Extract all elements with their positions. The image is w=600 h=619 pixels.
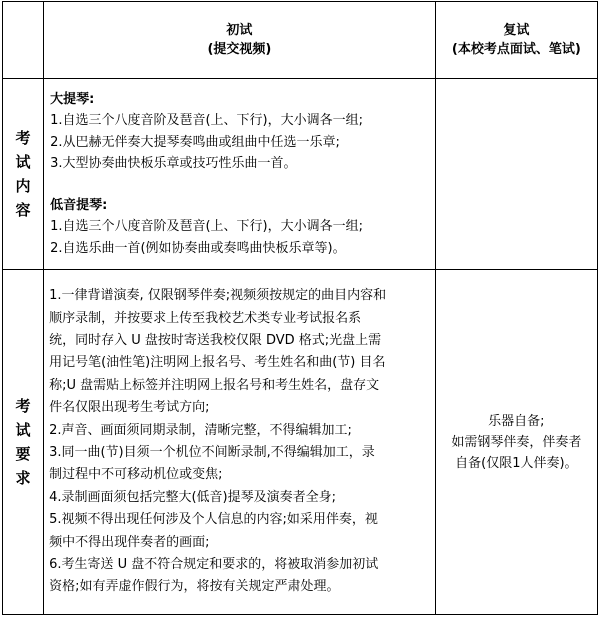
double-bass-item: 2.自选乐曲一首(例如协奏曲或奏鸣曲快板乐章等)。	[50, 240, 346, 256]
requirements-row	[3, 270, 598, 615]
label-char: 考	[15, 397, 31, 415]
label-char: 容	[15, 201, 31, 219]
spacer	[50, 175, 430, 195]
requirement-line: 资格;如有弄虚作假行为，将按有关规定严肃处理。	[49, 579, 340, 595]
retest-content-empty	[435, 79, 597, 270]
retest-requirement-line: 乐器自备;	[488, 413, 545, 429]
initial-exam-content	[44, 79, 436, 270]
double-bass-item: 1.自选三个八度音阶及琶音(上、下行)，大小调各一组;	[50, 219, 363, 235]
requirement-line: 3.同一曲(节)目须一个机位不间断录制,不得编辑加工，录	[49, 445, 375, 460]
retest-title: 复试	[503, 23, 530, 38]
cello-item: 2.从巴赫无伴奏大提琴奏鸣曲或组曲中任选一乐章;	[50, 134, 340, 150]
requirement-line: 2.声音、画面须同期录制，清晰完整，不得编辑加工;	[49, 422, 352, 438]
double-bass-title: 低音提琴:	[50, 197, 108, 213]
header-blank-cell	[3, 2, 44, 79]
retest-subtitle: (本校考点面试、笔试)	[451, 42, 581, 57]
initial-exam-header	[44, 2, 436, 79]
requirement-line: 用记号笔(油性笔)注明网上报名号、考生姓名和曲(节) 目名	[49, 355, 386, 371]
retest-header	[435, 2, 597, 79]
retest-requirement-line: 如需钢琴伴奏，伴奏者	[451, 434, 582, 450]
content-row-label	[3, 79, 44, 270]
retest-requirements	[435, 270, 597, 615]
header-row	[3, 2, 598, 79]
requirement-line: 称;U 盘需贴上标签并注明网上报名号和考生姓名，盘存文	[49, 377, 380, 393]
label-char: 内	[15, 177, 31, 195]
requirement-line: 制过程中不可移动机位或变焦;	[49, 467, 223, 483]
requirement-line: 5.视频不得出现任何涉及个人信息的内容;如采用伴奏，视	[49, 512, 378, 528]
cello-title: 大提琴:	[50, 91, 95, 107]
requirement-line: 1.一律背谱演奏, 仅限钢琴伴奏;视频须按规定的曲目内容和	[49, 288, 387, 304]
exam-table	[2, 1, 598, 615]
requirement-line: 6.考生寄送 U 盘不符合规定和要求的，将被取消参加初试	[49, 557, 379, 573]
requirement-line: 4.录制画面须包括完整大(低音)提琴及演奏者全身;	[49, 489, 336, 505]
cello-item: 1.自选三个八度音阶及琶音(上、下行)，大小调各一组;	[50, 113, 363, 129]
label-char: 要	[15, 445, 31, 463]
initial-exam-subtitle: (提交视频)	[207, 42, 272, 57]
label-char: 试	[15, 421, 31, 439]
requirement-line: 统，同时存入 U 盘按时寄送我校仅限 DVD 格式;光盘上需	[49, 332, 382, 348]
retest-requirement-line: 自备(仅限1人伴奏)。	[455, 455, 578, 471]
label-char: 考	[15, 129, 31, 147]
requirement-line: 频中不得出现伴奏者的画面;	[49, 534, 210, 550]
requirements-row-label	[3, 270, 44, 615]
cello-item: 3.大型协奏曲快板乐章或技巧性乐曲一首。	[50, 156, 297, 172]
label-char: 求	[15, 469, 31, 487]
initial-exam-requirements	[44, 270, 436, 615]
label-char: 试	[15, 153, 31, 171]
initial-exam-title: 初试	[226, 23, 253, 38]
requirement-line: 件名仅限出现考生考试方向;	[49, 400, 210, 416]
requirement-line: 顺序录制，并按要求上传至我校艺术类专业考试报名系	[49, 310, 362, 326]
content-row	[3, 79, 598, 270]
